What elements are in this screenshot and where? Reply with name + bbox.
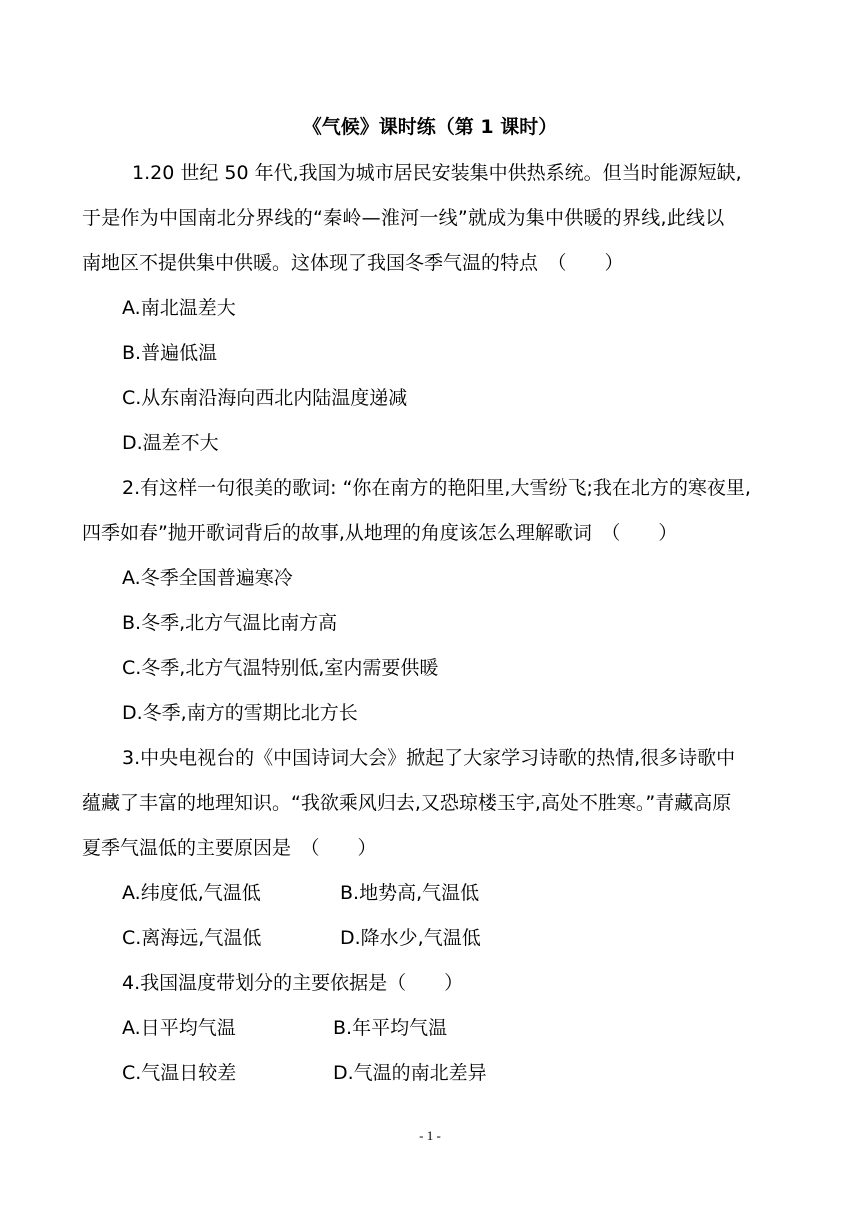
question-4-option-a: A.日平均气温 <box>122 1017 236 1039</box>
question-3-stem-line-2: 蕴藏了丰富的地理知识。“我欲乘风归去,又恐琼楼玉宇,高处不胜寒。”青藏高原 <box>82 792 732 814</box>
question-1-option-a: A.南北温差大 <box>122 297 236 319</box>
question-1-stem-line-1: 1.20 世纪 50 年代,我国为城市居民安装集中供热系统。但当时能源短缺, <box>132 162 742 184</box>
question-3-option-d: D.降水少,气温低 <box>340 927 481 949</box>
question-1-option-c: C.从东南沿海向西北内陆温度递减 <box>122 387 408 409</box>
question-2-stem-line-1: 2.有这样一句很美的歌词: “你在南方的艳阳里,大雪纷飞;我在北方的寒夜里, <box>122 477 751 499</box>
question-4-option-b: B.年平均气温 <box>333 1017 448 1039</box>
question-1-option-b: B.普遍低温 <box>122 342 218 364</box>
question-2-option-c: C.冬季,北方气温特别低,室内需要供暖 <box>122 657 439 679</box>
question-2-option-b: B.冬季,北方气温比南方高 <box>122 612 338 634</box>
question-3-option-b: B.地势高,气温低 <box>340 882 480 904</box>
question-2-stem-line-2: 四季如春”抛开歌词背后的故事,从地理的角度该怎么理解歌词 （ ） <box>82 522 678 544</box>
question-1-option-d: D.温差不大 <box>122 432 219 454</box>
document-title: 《气候》课时练（第 1 课时） <box>302 116 558 138</box>
page-number: - 1 - <box>419 1128 441 1143</box>
question-3-stem-line-1: 3.中央电视台的《中国诗词大会》掀起了大家学习诗歌的热情,很多诗歌中 <box>122 747 736 769</box>
question-4-stem: 4.我国温度带划分的主要依据是（ ） <box>122 972 464 994</box>
question-3-option-a: A.纬度低,气温低 <box>122 882 261 904</box>
question-2-option-d: D.冬季,南方的雪期比北方长 <box>122 702 358 724</box>
question-1-stem-line-3: 南地区不提供集中供暖。这体现了我国冬季气温的特点 （ ） <box>82 252 624 274</box>
question-4-option-c: C.气温日较差 <box>122 1062 237 1084</box>
question-3-option-c: C.离海远,气温低 <box>122 927 262 949</box>
question-2-option-a: A.冬季全国普遍寒冷 <box>122 567 293 589</box>
question-1-stem-line-2: 于是作为中国南北分界线的“秦岭—淮河一线”就成为集中供暖的界线,此线以 <box>82 207 725 229</box>
question-4-option-d: D.气温的南北差异 <box>333 1062 487 1084</box>
question-3-stem-line-3: 夏季气温低的主要原因是 （ ） <box>82 837 377 859</box>
